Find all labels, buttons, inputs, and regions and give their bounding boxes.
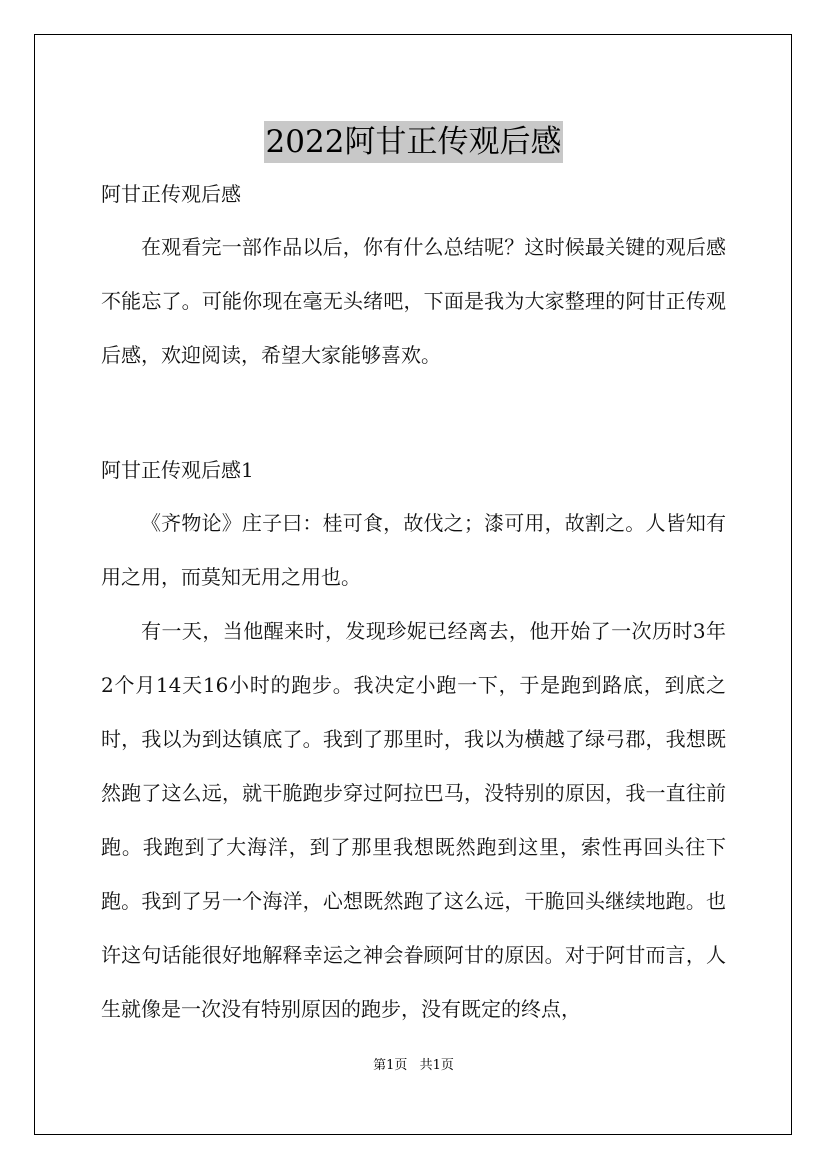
paragraph-quote: 《齐物论》庄子曰：桂可食，故伐之；漆可用，故割之。人皆知有用之用，而莫知无用之用也。 [101, 511, 726, 589]
paragraph-story: 有一天，当他醒来时，发现珍妮已经离去，他开始了一次历时3年2个月14天16小时的跑步。我决定小跑一下，于是跑到路底，到底之时，我以为到达镇底了。我到了那里时，我以为横越了绿弓郡，我想既然跑了这么远，就干脆跑步穿过阿拉巴马，没特别的原因，我一直往前跑。我跑到了大海洋，到了那里我想既然跑到这里，索性再回头往下跑。我到了另一个海洋，心想既然跑了这么远，干脆回头继续地跑。也许这句话能很好地解释幸运之神会眷顾阿甘的原因。对于阿甘而言，人生就像是一次没有特别原因的跑步，没有既定的终点， [101, 619, 726, 1021]
paragraph-intro: 在观看完一部作品以后，你有什么总结呢？这时候最关键的观后感不能忘了。可能你现在毫无头绪吧，下面是我为大家整理的阿甘正传观后感，欢迎阅读，希望大家能够喜欢。 [101, 235, 726, 367]
page-total: 共1页 [419, 1058, 454, 1073]
section-heading: 阿甘正传观后感 [101, 182, 241, 206]
section-spacer [101, 382, 726, 444]
page-footer [0, 1054, 827, 1073]
section-heading-1: 阿甘正传观后感1 [101, 458, 254, 482]
document-body [101, 168, 726, 1036]
page-number: 第1页 [373, 1058, 408, 1073]
document-title: 2022阿甘正传观后感 [264, 121, 564, 163]
